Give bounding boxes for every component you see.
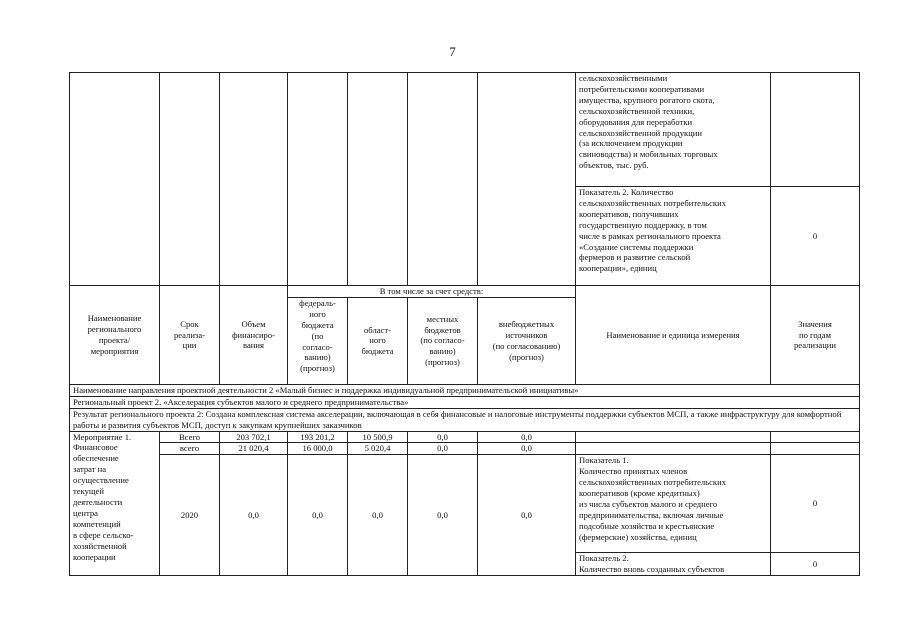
header-local: местных бюджетов (по согласо- ванию) (прогноз) <box>408 297 478 384</box>
project-row <box>70 396 860 408</box>
year-extra: 0,0 <box>478 455 576 576</box>
header-federal: федераль- ного бюджета (по согласо- ванию) (прогноз) <box>288 297 348 384</box>
total-volume: 203 702,1 <box>220 431 288 443</box>
program-table <box>69 72 860 576</box>
continued-local-cell <box>408 73 478 286</box>
total-extra: 0,0 <box>478 431 576 443</box>
result-row <box>70 408 860 431</box>
total-regional: 10 500,9 <box>348 431 408 443</box>
activity-indicator-1-value: 0 <box>771 455 860 553</box>
continued-name-cell <box>70 73 160 286</box>
year-local: 0,0 <box>408 455 478 576</box>
total-indicator-value <box>771 431 860 443</box>
header-row <box>70 286 860 298</box>
subtotal-volume: 21 020,4 <box>220 443 288 455</box>
subtotal-regional: 5 020,4 <box>348 443 408 455</box>
year-regional: 0,0 <box>348 455 408 576</box>
year-volume: 0,0 <box>220 455 288 576</box>
total-federal: 193 201,2 <box>288 431 348 443</box>
continued-indicator-value <box>771 73 860 187</box>
indicator-2-text: Показатель 2. Количество сельскохозяйственных потребительских кооперативов, получивших государственную поддержку, в том числе в рамках регионального проекта «Создание системы поддержки фермеров и развитие сельской кооперации», единиц <box>576 187 771 286</box>
header-values: Значения по годам реализации <box>771 286 860 385</box>
total-term: Всего <box>160 431 220 443</box>
header-indicator: Наименование и единица измерения <box>576 286 771 385</box>
header-name: Наименование регионального проекта/ мероприятия <box>70 286 160 385</box>
page-number: 7 <box>449 44 456 59</box>
subtotal-federal: 16 000,0 <box>288 443 348 455</box>
project-title: Региональный проект 2. «Акселерация субъектов малого и среднего предпринимательства» <box>70 396 860 408</box>
subtotal-term: всего <box>160 443 220 455</box>
subtotal-indicator <box>576 443 771 455</box>
activity-indicator-1-text: Показатель 1. Количество принятых членов сельскохозяйственных потребительских кооперативов (кроме кредитных) из числа субъектов малого и среднего предпринимательства, включая личные подсобные хозяйства и крестьянские (фермерские) хозяйства, единиц <box>576 455 771 553</box>
activity-year-row <box>70 455 860 553</box>
activity-total-row <box>70 431 860 443</box>
header-volume: Объем финансиро- вания <box>220 286 288 385</box>
subtotal-extra: 0,0 <box>478 443 576 455</box>
direction-row <box>70 384 860 396</box>
header-extra: внебюджетных источников (по согласованию) (прогноз) <box>478 297 576 384</box>
direction-title: Наименование направления проектной деятельности 2 «Малый бизнес и поддержка индивидуальной предпринимательской инициативы» <box>70 384 860 396</box>
continued-volume-cell <box>220 73 288 286</box>
continued-federal-cell <box>288 73 348 286</box>
continued-indicator-text: сельскохозяйственными потребительскими кооперативами имущества, крупного рогатого скота, сельскохозяйственной техники, оборудования для переработки сельскохозяйственной продукции (за исключением продукции свиноводства) и мобильных торговых объектов, тыс. руб. <box>576 73 771 187</box>
continued-extra-cell <box>478 73 576 286</box>
header-term: Срок реализа- ции <box>160 286 220 385</box>
total-indicator <box>576 431 771 443</box>
activity-subtotal-row <box>70 443 860 455</box>
result-title: Результат регионального проекта 2: Создана комплексная система акселерации, включающая в себя финансовые и налоговые инструменты поддержки субъектов МСП, а также инфраструктуру для комфортной работы и развития субъектов МСП, доступ к закупкам крупнейших заказчиков <box>70 408 860 431</box>
continued-regional-cell <box>348 73 408 286</box>
subtotal-local: 0,0 <box>408 443 478 455</box>
subtotal-indicator-value <box>771 443 860 455</box>
activity-indicator-2-value: 0 <box>771 553 860 576</box>
indicator-2-value: 0 <box>771 187 860 286</box>
year-federal: 0,0 <box>288 455 348 576</box>
continued-term-cell <box>160 73 220 286</box>
activity-indicator-2-text: Показатель 2. Количество вновь созданных субъектов <box>576 553 771 576</box>
header-regional: област- ного бюджета <box>348 297 408 384</box>
header-sources-title: В том числе за счет средств: <box>288 286 576 298</box>
continued-row <box>70 73 860 187</box>
year-term: 2020 <box>160 455 220 576</box>
activity-name: Мероприятие 1. Финансовое обеспечение затрат на осуществление текущей деятельности центра компетенций в сфере сельско- хозяйственной кооперации <box>70 431 160 576</box>
total-local: 0,0 <box>408 431 478 443</box>
